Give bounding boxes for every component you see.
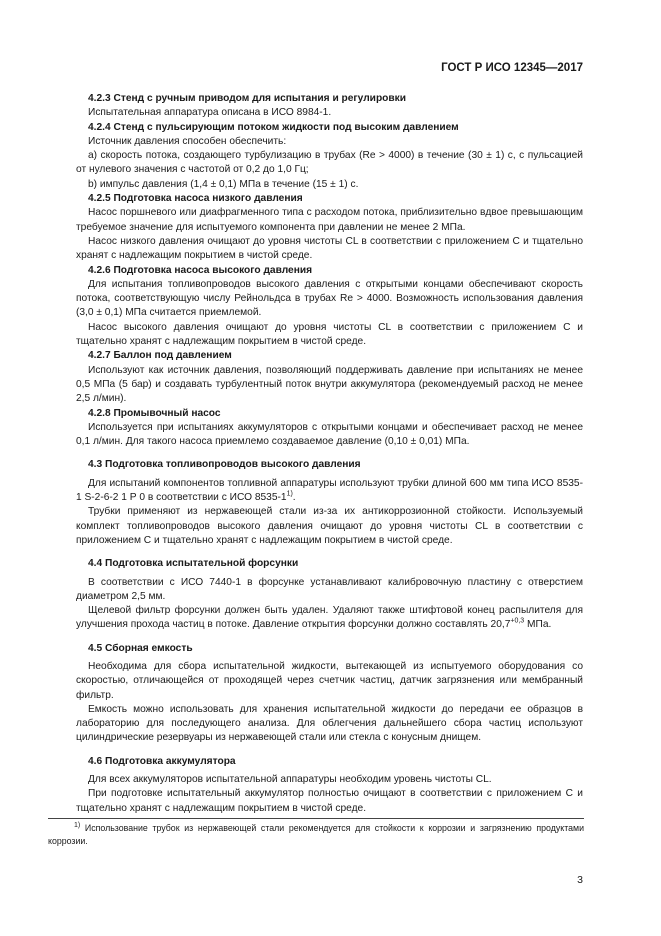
footnote-text: $^{1)}$ Использование трубок из нержавеющей стали рекомендуется для стойкости к коррозии и загрязнению продуктами коррозии. — [48, 822, 584, 846]
list-item: а) скорость потока, создающего турбулизацию в трубах (Re > 4000) в течение (30 ± 1) с, с пульсацией от нулевого значения с частотой от 0,2 до 1,0 Гц; — [76, 150, 583, 176]
section-4-2-5-title: 4.2.5 Подготовка насоса низкого давления — [88, 193, 303, 205]
paragraph: Для испытания топливопроводов высокого давления с открытыми концами обеспечивают скорость потока, соответствующую числу Рейнольдса в трубах Re > 4000. Возможность использования давления (3,0 ± 0,1) МПа считается приемлемой. — [76, 278, 583, 319]
paragraph: Для испытаний компонентов топливной аппаратуры используют трубки длиной 600 мм типа ИСО 8535-1 S-2-6-2 1 Р 0 в соответствии с ИСО 8535-1$^{1)}$. — [76, 477, 583, 504]
paragraph: Насос высокого давления очищают до уровня чистоты CL в соответствии с приложением С и тщательно хранят с надлежащим покрытием в чистой среде. — [76, 321, 583, 348]
paragraph: Насос поршневого или диафрагменного типа с расходом потока, приблизительно вдвое превышающим требуемое значение для испытуемого компонента при давлении не менее 2 МПа. — [76, 207, 583, 233]
paragraph: Для всех аккумуляторов испытательной аппаратуры необходим уровень чистоты CL. — [88, 774, 492, 786]
paragraph: В соответствии с ИСО 7440-1 в форсунке устанавливают калибровочную пластину с отверстием диаметром 2,5 мм. — [76, 576, 583, 602]
paragraph: Используется при испытаниях аккумуляторов с открытыми концами и обеспечивает расход не менее 0,1 л/мин. Для такого насоса приемлемо создаваемое давление (0,10 ± 0,01) МПа. — [76, 421, 583, 448]
footnote-ref: 1) — [286, 490, 293, 498]
footnote — [48, 818, 584, 847]
tolerance-superscript: +0,3 — [510, 618, 525, 625]
footnote-marker: 1) — [74, 822, 81, 830]
section-4-2-4-title: 4.2.4 Стенд с пульсирующим потоком жидкости под высоким давлением — [88, 121, 459, 133]
paragraph: При подготовке испытательный аккумулятор полностью очищают в соответствии с приложением С и тщательно хранят с надлежащим покрытием в чистой среде. — [76, 788, 583, 814]
page-number: 3 — [577, 874, 583, 886]
section-4-2-3-title: 4.2.3 Стенд с ручным приводом для испытания и регулировки — [88, 93, 407, 104]
paragraph: Трубки применяют из нержавеющей стали из-за их антикоррозионной стойкости. Используемый комплект топливопроводов высокого давления очищают до уровня чистоты CL в соответствии с приложением С и тщательно хранят с надлежащим покрытием в чистой среде. — [76, 506, 583, 546]
document-body — [76, 92, 583, 816]
paragraph: Источник давления способен обеспечить: — [88, 135, 287, 147]
paragraph: Щелевой фильтр форсунки должен быть удален. Удаляют также штифтовой конец распылителя для улучшения прохода частиц в потоке. Давление открытия форсунки должно составлять $20,7^{+0,3}$ МПа. — [76, 605, 583, 631]
paragraph: Используют как источник давления, позволяющий поддерживать давление при испытаниях не менее 0,5 МПа (5 бар) и создавать турбулентный поток внутри аккумулятора (рекомендуемый расход не менее 2,5 л/мин). — [76, 364, 583, 405]
section-4-2-8-title: 4.2.8 Промывочный насос — [88, 407, 221, 419]
paragraph: Емкость можно использовать для хранения испытательной жидкости до передачи ее образцов в лабораторию для последующего анализа. Для облегчения дальнейшего сбора частиц используют цилиндрические резервуары из нержавеющей стали или стекла с конусным днищем. — [76, 703, 583, 744]
paragraph: Необходима для сбора испытательной жидкости, вытекающей из испытуемого оборудования со скоростью, отличающейся от проходящей через счетчик частиц, датчик загрязнения или мембранный фильтр. — [76, 660, 583, 701]
section-4-3-title: 4.3 Подготовка топливопроводов высокого давления — [88, 459, 361, 471]
section-4-6-title: 4.6 Подготовка аккумулятора — [88, 755, 236, 767]
list-item: b) импульс давления (1,4 ± 0,1) МПа в течение (15 ± 1) с. — [88, 178, 359, 190]
paragraph: Насос низкого давления очищают до уровня чистоты CL в соответствии с приложением С и тщательно хранят с надлежащим покрытием в чистой среде. — [76, 235, 583, 262]
section-4-2-6-title: 4.2.6 Подготовка насоса высокого давления — [88, 264, 313, 276]
section-4-4-title: 4.4 Подготовка испытательной форсунки — [88, 558, 299, 570]
document-header: ГОСТ Р ИСО 12345—2017 — [441, 62, 583, 74]
section-4-5-title: 4.5 Сборная емкость — [88, 642, 193, 654]
section-4-2-7-title: 4.2.7 Баллон под давлением — [88, 350, 232, 362]
paragraph: Испытательная аппаратура описана в ИСО 8984-1. — [88, 107, 332, 119]
